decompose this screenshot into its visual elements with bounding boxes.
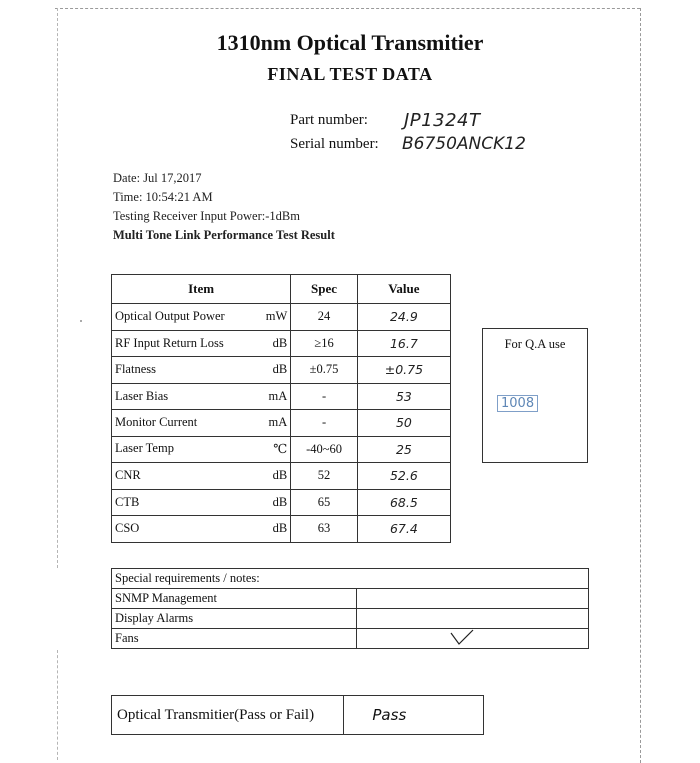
document-title: 1310nm Optical Transmitier: [216, 30, 484, 55]
row-item: Flatness: [115, 362, 156, 377]
row-value: 25: [357, 436, 450, 463]
row-item: RF Input Return Loss: [115, 335, 224, 350]
row-item: Optical Output Power: [115, 309, 225, 324]
note-display-alarms: Display Alarms: [112, 609, 357, 629]
row-value: 52.6: [357, 463, 450, 490]
scan-speck: [80, 320, 82, 322]
page-border-left-lower: [57, 650, 58, 760]
qa-box: [482, 328, 588, 463]
part-number-label: Part number:: [290, 112, 368, 128]
checkmark-icon: [449, 629, 475, 647]
table-row: [112, 463, 451, 490]
result-heading: Multi Tone Link Performance Test Result: [113, 228, 335, 242]
row-spec: ≥16: [291, 330, 358, 357]
row-spec: ±0.75: [291, 357, 358, 384]
notes-header: Special requirements / notes:: [112, 569, 589, 589]
qa-stamp: 1008: [497, 395, 538, 412]
qa-label: For Q.A use: [504, 337, 566, 351]
test-date: Date: Jul 17,2017: [113, 171, 202, 185]
notes-table: [111, 568, 589, 649]
row-item: Laser Bias: [115, 388, 169, 403]
table-row: [112, 357, 451, 384]
pass-fail-label: Optical Transmitier(Pass or Fail): [112, 696, 344, 735]
table-row: [112, 489, 451, 516]
header-spec: Spec: [291, 275, 358, 304]
page-border-left: [57, 8, 58, 568]
row-unit: ℃: [273, 442, 288, 457]
table-row: [112, 383, 451, 410]
row-value: ±0.75: [357, 357, 450, 384]
table-row: [112, 410, 451, 437]
row-unit: dB: [272, 468, 288, 483]
list-item: [112, 589, 589, 609]
list-item: [112, 609, 589, 629]
table-header-row: [112, 275, 451, 304]
row-item: Monitor Current: [115, 415, 198, 430]
row-value: 67.4: [357, 516, 450, 543]
test-results-table: [111, 274, 451, 543]
list-item: [112, 629, 589, 649]
serial-number-value: B6750ANCK12: [402, 134, 526, 154]
row-spec: -: [291, 383, 358, 410]
test-time: Time: 10:54:21 AM: [113, 190, 213, 204]
header-value: Value: [357, 275, 450, 304]
table-row: [112, 304, 451, 331]
row-unit: mA: [268, 388, 288, 403]
row-item: CTB: [115, 494, 140, 509]
receiver-input-power: Testing Receiver Input Power:-1dBm: [113, 209, 300, 223]
row-value: 68.5: [357, 489, 450, 516]
note-fans-value: [356, 629, 588, 649]
note-snmp: SNMP Management: [112, 589, 357, 609]
notes-header-row: [112, 569, 589, 589]
table-row: [112, 436, 451, 463]
note-snmp-value: [356, 589, 588, 609]
serial-number-label: Serial number:: [290, 136, 379, 152]
row-spec: -40~60: [291, 436, 358, 463]
table-row: [112, 330, 451, 357]
row-unit: dB: [272, 335, 288, 350]
row-spec: 52: [291, 463, 358, 490]
row-unit: mA: [268, 415, 288, 430]
row-spec: -: [291, 410, 358, 437]
row-unit: dB: [272, 521, 288, 536]
row-unit: dB: [272, 362, 288, 377]
row-unit: mW: [265, 309, 288, 324]
page-border-right: [640, 8, 641, 763]
table-row: [112, 516, 451, 543]
pass-fail-value: Pass: [344, 696, 484, 735]
row-value: 53: [357, 383, 450, 410]
row-item: CNR: [115, 468, 141, 483]
pass-fail-row: [112, 696, 484, 735]
row-value: 50: [357, 410, 450, 437]
row-spec: 63: [291, 516, 358, 543]
row-value: 16.7: [357, 330, 450, 357]
part-number-value: JP1324T: [404, 110, 481, 131]
pass-fail-table: [111, 695, 484, 735]
page-border-top: [55, 8, 640, 9]
row-spec: 24: [291, 304, 358, 331]
note-display-alarms-value: [356, 609, 588, 629]
row-value: 24.9: [357, 304, 450, 331]
header-item: Item: [112, 275, 291, 304]
row-unit: dB: [272, 494, 288, 509]
row-item: CSO: [115, 521, 140, 536]
row-item: Laser Temp: [115, 441, 174, 456]
row-spec: 65: [291, 489, 358, 516]
note-fans: Fans: [112, 629, 357, 649]
document-subtitle: FINAL TEST DATA: [267, 64, 433, 84]
